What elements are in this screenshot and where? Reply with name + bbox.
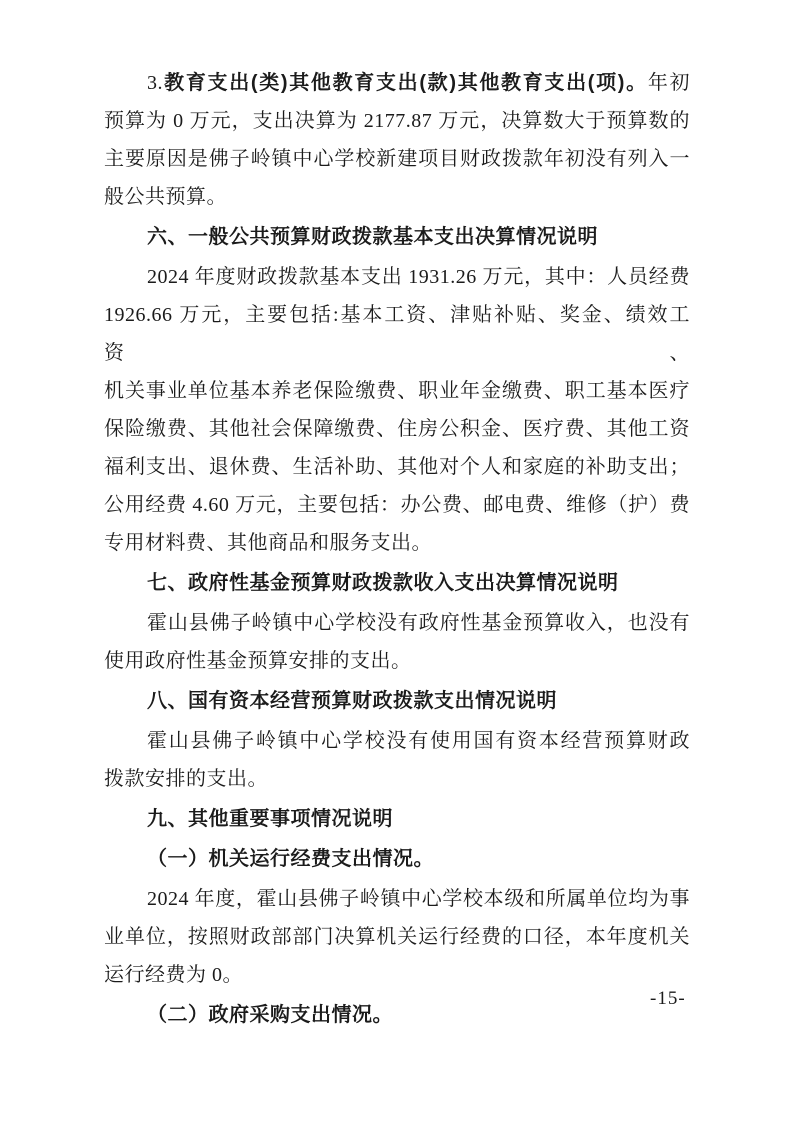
bold-run: 教育支出(类)其他教育支出(款)其他教育支出(项)。 [163, 72, 648, 94]
paragraph-2-line-4: 保险缴费、其他社会保障缴费、住房公积金、医疗费、其他工资 [104, 418, 690, 440]
paragraph-4-line-2: 拨款安排的支出。 [104, 768, 268, 790]
paragraph-5-line-2: 业单位，按照财政部部门决算机关运行经费的口径，本年度机关 [104, 926, 690, 948]
document-body [104, 64, 690, 1036]
section-heading-8: 八、国有资本经营预算财政拨款支出情况说明 [147, 690, 557, 712]
paragraph-5-line-1: 2024 年度，霍山县佛子岭镇中心学校本级和所属单位均为事 [147, 888, 690, 910]
sub-heading-9-1: （一）机关运行经费支出情况。 [147, 848, 434, 870]
sub-heading-9-2: （二）政府采购支出情况。 [147, 1004, 393, 1026]
page-number: -15- [650, 988, 686, 1009]
section-heading-6: 六、一般公共预算财政拨款基本支出决算情况说明 [147, 226, 598, 248]
list-number: 3. [147, 72, 163, 94]
paragraph-2-line-5: 福利支出、退休费、生活补助、其他对个人和家庭的补助支出； [104, 456, 690, 478]
paragraph-2-line-1: 2024 年度财政拨款基本支出 1931.26 万元，其中：人员经费 [147, 266, 690, 288]
paragraph-1-line-3: 主要原因是佛子岭镇中心学校新建项目财政拨款年初没有列入一 [104, 148, 690, 170]
paragraph-3-line-1: 霍山县佛子岭镇中心学校没有政府性基金预算收入，也没有 [147, 612, 690, 634]
paragraph-2-line-6: 公用经费 4.60 万元，主要包括：办公费、邮电费、维修（护）费 [104, 494, 690, 516]
paragraph-4-line-1: 霍山县佛子岭镇中心学校没有使用国有资本经营预算财政 [147, 730, 690, 752]
text-run: 年初 [647, 72, 690, 94]
paragraph-2-line-3: 机关事业单位基本养老保险缴费、职业年金缴费、职工基本医疗 [104, 380, 690, 402]
paragraph-1-line-2: 预算为 0 万元，支出决算为 2177.87 万元，决算数大于预算数的 [104, 110, 690, 132]
paragraph-2-line-2: 1926.66 万元，主要包括:基本工资、津贴补贴、奖金、绩效工资、 [104, 304, 690, 364]
paragraph-1-line-4: 般公共预算。 [104, 186, 227, 208]
paragraph-1-line-1 [104, 64, 690, 102]
paragraph-2-line-7: 专用材料费、其他商品和服务支出。 [104, 532, 432, 554]
paragraph-3-line-2: 使用政府性基金预算安排的支出。 [104, 650, 412, 672]
paragraph-5-line-3: 运行经费为 0。 [104, 964, 243, 986]
section-heading-9: 九、其他重要事项情况说明 [147, 808, 393, 830]
section-heading-7: 七、政府性基金预算财政拨款收入支出决算情况说明 [147, 572, 619, 594]
